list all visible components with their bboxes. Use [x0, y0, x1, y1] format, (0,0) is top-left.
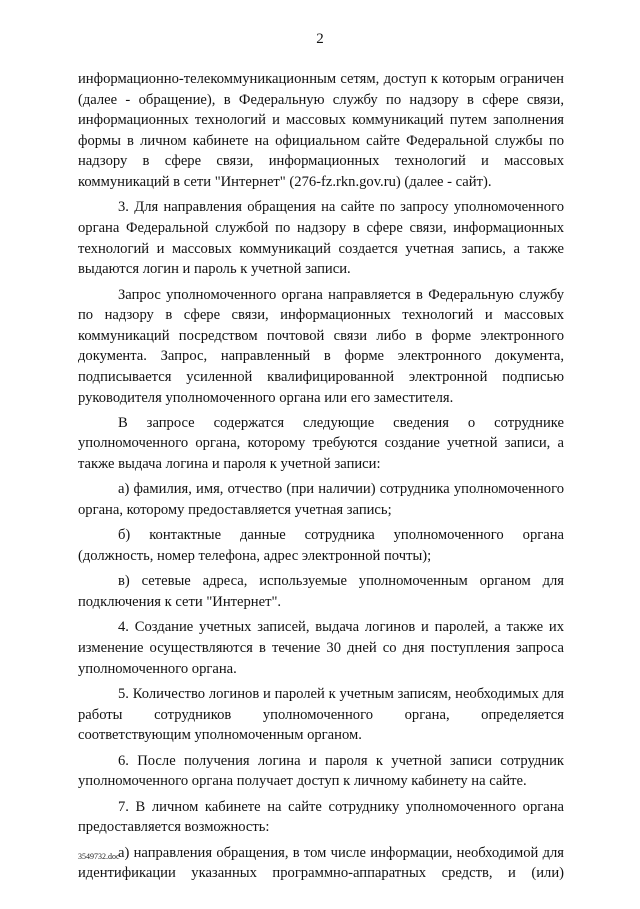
paragraph-item-6: 6. После получения логина и пароля к учетной записи сотрудник уполномоченного органа получает доступ к личному кабинету на сайте. — [78, 752, 564, 790]
paragraph-item-7: 7. В личном кабинете на сайте сотруднику уполномоченного органа предоставляется возможность: — [78, 798, 564, 836]
paragraph-request-contents: В запросе содержатся следующие сведения о сотруднике уполномоченного органа, которому требуются создание учетной записи, а также выдача логина и пароля к учетной записи: — [78, 414, 564, 473]
list-item-7a: а) направления обращения, в том числе информации, необходимой для идентификации указанных программно-аппаратных средств, и (или) — [78, 844, 564, 882]
document-file-reference: 3549732.doc — [78, 852, 120, 861]
list-item-b: б) контактные данные сотрудника уполномоченного органа (должность, номер телефона, адрес электронной почты); — [78, 527, 564, 565]
paragraph-item-5: 5. Количество логинов и паролей к учетным записям, необходимых для работы сотрудников уполномоченного органа, определяется соответствующим уполномоченным органом. — [78, 686, 564, 744]
paragraph-request: Запрос уполномоченного органа направляется в Федеральную службу по надзору в сфере связи, информационных технологий и массовых коммуникаций посредством почтовой связи либо в форме электронного документа. Запрос, направленный в форме электронного документа, подписывается усиленной квалифицированной электронной подписью руководителя уполномоченного органа или его заместителя. — [78, 286, 564, 406]
paragraph-continuation: информационно-телекоммуникационным сетям, доступ к которым ограничен (далее - обращение), в Федеральную службу по надзору в сфере связи, информационных технологий и массовых коммуникаций путем заполнения формы в личном кабинете на официальном сайте Федеральной службы по надзору в сфере связи, информационных технологий и массовых коммуникаций в сети "Интернет" (276-fz.rkn.gov.ru) (далее - сайт). — [78, 71, 564, 190]
document-body — [78, 69, 564, 909]
page-number: 2 — [316, 31, 324, 47]
paragraph-item-4: 4. Создание учетных записей, выдача логинов и паролей, а также их изменение осуществляются в течение 30 дней со дня поступления запроса уполномоченного органа. — [78, 619, 564, 677]
list-item-a: а) фамилия, имя, отчество (при наличии) сотрудника уполномоченного органа, которому предоставляется учетная запись; — [78, 481, 564, 519]
list-item-v: в) сетевые адреса, используемые уполномоченным органом для подключения к сети "Интернет". — [78, 573, 564, 611]
paragraph-item-3: 3. Для направления обращения на сайте по запросу уполномоченного органа Федеральной службой по надзору в сфере связи, информационных технологий и массовых коммуникаций создается учетная запись, а также выдаются логин и пароль к учетной записи. — [78, 199, 564, 278]
